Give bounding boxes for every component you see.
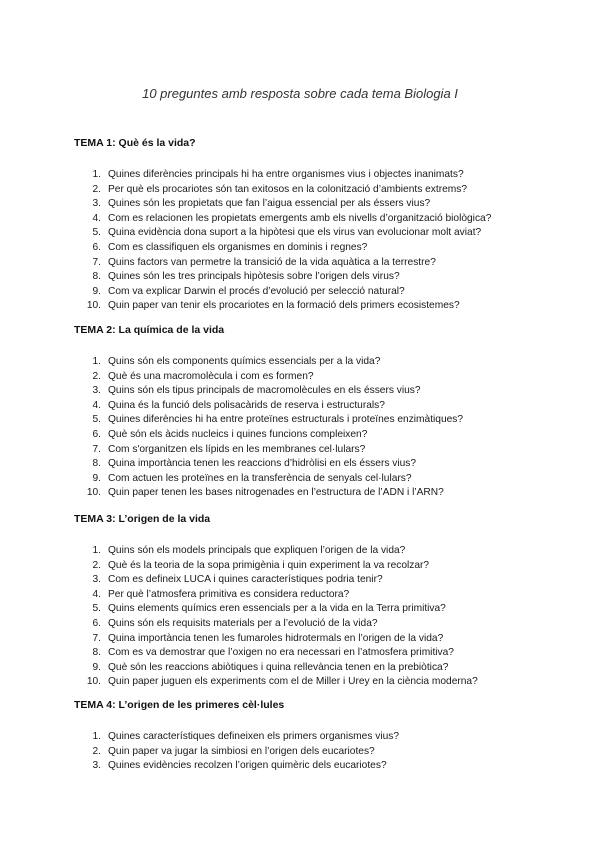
list-number: 8.: [92, 271, 101, 283]
question-list: [74, 168, 544, 314]
list-item: [74, 588, 544, 603]
list-item: [74, 573, 544, 588]
question-text: Quin paper va jugar la simbiosi en l’origen dels eucariotes?: [108, 745, 375, 757]
list-number: 2.: [92, 559, 101, 571]
question-text: Quins elements químics eren essencials per a la vida en la Terra primitiva?: [108, 603, 446, 615]
question-text: Com es va demostrar que l’oxigen no era necessari en l’atmosfera primitiva?: [108, 647, 454, 659]
list-number: 7.: [92, 256, 101, 268]
list-number: 7.: [92, 632, 101, 644]
list-item: [74, 443, 544, 458]
question-text: Què és una macromolècula i com es formen?: [108, 370, 314, 382]
list-item: [74, 399, 544, 414]
question-text: Quin paper tenen les bases nitrogenades en l’estructura de l’ADN i l’ARN?: [108, 487, 444, 499]
list-item: [74, 168, 544, 183]
section-tema-4: [74, 698, 544, 774]
list-item: [74, 457, 544, 472]
question-text: Com es relacionen les propietats emergents amb els nivells d’organització biològica?: [108, 212, 492, 224]
question-text: Quins són els tipus principals de macromolècules en els éssers vius?: [108, 385, 421, 397]
list-item: [74, 646, 544, 661]
list-item: [74, 226, 544, 241]
list-item: [74, 413, 544, 428]
list-number: 10.: [86, 676, 101, 688]
question-text: Quin paper juguen els experiments com el de Miller i Urey en la ciència moderna?: [108, 676, 478, 688]
list-item: [74, 617, 544, 632]
list-item: [74, 472, 544, 487]
list-item: [74, 197, 544, 212]
list-number: 6.: [92, 428, 101, 440]
list-item: [74, 285, 544, 300]
question-text: Com actuen les proteïnes en la transferència de senyals cel·lulars?: [108, 472, 412, 484]
list-item: [74, 355, 544, 370]
list-item: [74, 299, 544, 314]
list-number: 3.: [92, 385, 101, 397]
question-text: Com va explicar Darwin el procés d’evolució per selecció natural?: [108, 285, 405, 297]
list-number: 4.: [92, 212, 101, 224]
list-number: 2.: [92, 370, 101, 382]
section-tema-1: [74, 136, 544, 314]
list-item: [74, 759, 544, 774]
list-number: 4.: [92, 399, 101, 411]
section-tema-3: [74, 512, 544, 690]
section-heading: TEMA 4: L’origen de les primeres cèl·lules: [74, 699, 285, 711]
question-text: Com es classifiquen els organismes en dominis i regnes?: [108, 241, 368, 253]
list-number: 10.: [86, 300, 101, 312]
list-number: 6.: [92, 617, 101, 629]
list-item: [74, 270, 544, 285]
question-text: Quins són els models principals que expliquen l’origen de la vida?: [108, 545, 406, 556]
question-text: Per què els procariotes són tan exitosos en la colonització d’ambients extrems?: [108, 183, 468, 195]
question-text: Com es defineix LUCA i quines característiques podria tenir?: [108, 574, 383, 586]
question-text: Quines diferències hi ha entre proteïnes estructurals i proteïnes enzimàtiques?: [108, 414, 464, 426]
list-number: 5.: [92, 414, 101, 426]
list-item: [74, 544, 544, 559]
list-item: [74, 212, 544, 227]
list-item: [74, 370, 544, 385]
list-number: 4.: [92, 588, 101, 600]
section-tema-2: [74, 323, 544, 501]
list-number: 10.: [86, 487, 101, 499]
question-list: [74, 730, 544, 774]
question-text: Quines són les propietats que fan l’aigua essencial per als éssers vius?: [108, 198, 431, 210]
question-text: Quines són les tres principals hipòtesis sobre l’origen dels virus?: [108, 271, 400, 283]
list-item: [74, 486, 544, 501]
list-number: 5.: [92, 227, 101, 239]
document-title: 10 preguntes amb resposta sobre cada tema Biologia I: [142, 86, 458, 101]
list-item: [74, 632, 544, 647]
list-number: 8.: [92, 647, 101, 659]
list-number: 3.: [92, 760, 101, 772]
list-item: [74, 241, 544, 256]
list-item: [74, 730, 544, 745]
list-item: [74, 183, 544, 198]
question-list: [74, 544, 544, 690]
list-item: [74, 661, 544, 676]
list-number: 7.: [92, 443, 101, 455]
question-text: Què són els àcids nucleics i quines funcions compleixen?: [108, 428, 368, 440]
list-number: 5.: [92, 603, 101, 615]
list-item: [74, 602, 544, 617]
question-text: Quina evidència dona suport a la hipòtesi que els virus van evolucionar molt aviat?: [108, 227, 482, 239]
question-text: Quina és la funció dels polisacàrids de reserva i estructurals?: [108, 399, 385, 411]
question-text: Quines evidències recolzen l’origen quimèric dels eucariotes?: [108, 760, 387, 772]
list-number: 1.: [92, 545, 101, 556]
list-item: [74, 428, 544, 443]
list-number: 1.: [92, 169, 101, 180]
list-number: 1.: [92, 731, 101, 742]
question-text: Quina importància tenen les reaccions d’hidròlisi en els éssers vius?: [108, 458, 417, 470]
list-number: 6.: [92, 241, 101, 253]
question-text: Quina importància tenen les fumaroles hidrotermals en l’origen de la vida?: [108, 632, 444, 644]
list-number: 9.: [92, 472, 101, 484]
question-list: [74, 355, 544, 501]
list-item: [74, 559, 544, 574]
question-text: Quin paper van tenir els procariotes en la formació dels primers ecosistemes?: [108, 300, 460, 312]
list-number: 9.: [92, 285, 101, 297]
list-number: 9.: [92, 661, 101, 673]
question-text: Què és la teoria de la sopa primigènia i quin experiment la va recolzar?: [108, 559, 430, 571]
section-heading: TEMA 2: La química de la vida: [74, 324, 225, 336]
list-number: 3.: [92, 574, 101, 586]
list-item: [74, 256, 544, 271]
question-text: Què són les reaccions abiòtiques i quina rellevància tenen en la prebiòtica?: [108, 661, 449, 673]
list-number: 3.: [92, 198, 101, 210]
question-text: Quins són els requisits materials per a l’evolució de la vida?: [108, 617, 378, 629]
list-number: 8.: [92, 458, 101, 470]
list-item: [74, 745, 544, 760]
question-text: Quins són els components químics essencials per a la vida?: [108, 356, 381, 367]
list-number: 2.: [92, 183, 101, 195]
list-number: 2.: [92, 745, 101, 757]
question-text: Com s'organitzen els lípids en les membranes cel·lulars?: [108, 443, 366, 455]
question-text: Quines característiques defineixen els primers organismes vius?: [108, 731, 400, 742]
list-item: [74, 384, 544, 399]
section-heading: TEMA 3: L’origen de la vida: [74, 513, 211, 525]
list-number: 1.: [92, 356, 101, 367]
question-text: Quins factors van permetre la transició de la vida aquàtica a la terrestre?: [108, 256, 436, 268]
question-text: Per què l’atmosfera primitiva es considera reductora?: [108, 588, 350, 600]
list-item: [74, 675, 544, 690]
question-text: Quines diferències principals hi ha entre organismes vius i objectes inanimats?: [108, 169, 464, 180]
section-heading: TEMA 1: Què és la vida?: [74, 137, 196, 149]
